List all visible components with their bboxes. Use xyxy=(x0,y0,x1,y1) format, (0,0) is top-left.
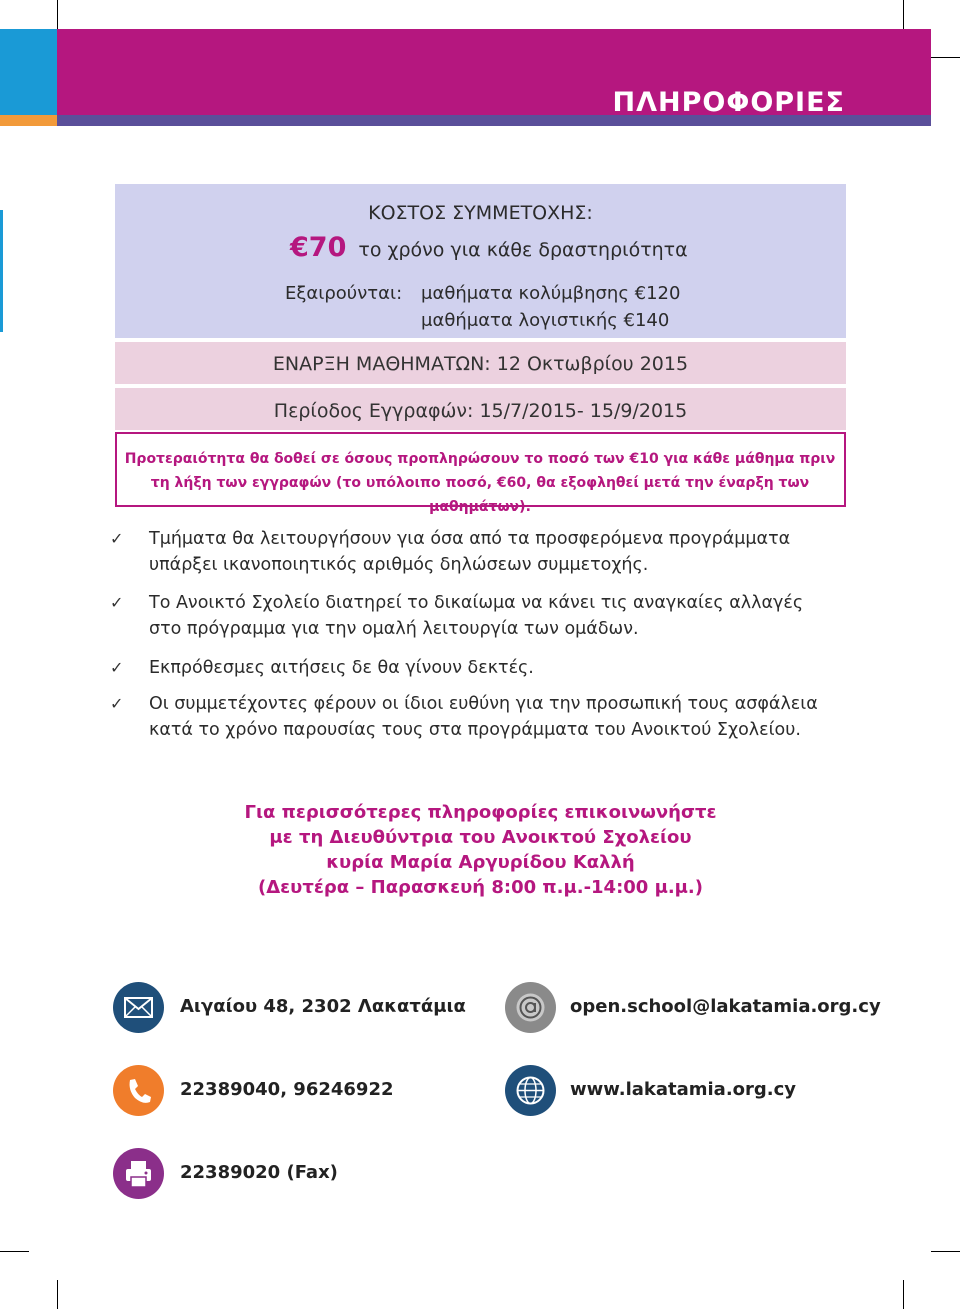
crop-mark xyxy=(931,1251,960,1252)
left-strip-blue xyxy=(0,29,57,115)
page-title: ΠΛΗΡΟΦΟΡΙΕΣ xyxy=(612,87,845,118)
left-strip-thin xyxy=(0,210,3,332)
check-icon: ✓ xyxy=(110,694,124,713)
note-text: Οι συμμετέχοντες φέρουν οι ίδιοι ευθύνη για την προσωπική τους ασφάλεια κατά το χρόνο παρουσίας τους στα προγράμματα του Ανοικτού Σχολείου. xyxy=(149,694,818,740)
exception-item: μαθήματα κολύμβησης €120 xyxy=(421,283,681,304)
contact-line: κυρία Μαρία Αργυρίδου Καλλή xyxy=(326,852,635,873)
note-text: Το Ανοικτό Σχολείο διατηρεί το δικαίωμα να κάνει τις αναγκαίες αλλαγές στο πρόγραμμα για την ομαλή λειτουργία των ομάδων. xyxy=(149,593,804,639)
note-text: Εκπρόθεσμες αιτήσεις δε θα γίνουν δεκτές. xyxy=(149,658,534,678)
crop-mark xyxy=(903,0,904,29)
exceptions-label: Εξαιρούνται: xyxy=(285,283,403,304)
email-link[interactable]: open.school@lakatamia.org.cy xyxy=(570,996,881,1017)
registration-period: Περίοδος Εγγραφών: 15/7/2015- 15/9/2015 xyxy=(273,400,688,422)
cost-heading: ΚΟΣΤΟΣ ΣΥΜΜΕΤΟΧΗΣ: xyxy=(368,202,593,224)
cost-line xyxy=(290,232,688,263)
contact-line: Για περισσότερες πληροφορίες επικοινωνήστε xyxy=(244,802,717,823)
at-sign-icon xyxy=(505,982,556,1033)
price: €70 xyxy=(290,232,347,263)
contact-line: (Δευτέρα – Παρασκευή 8:00 π.μ.-14:00 μ.μ.) xyxy=(258,877,703,898)
globe-icon xyxy=(505,1065,556,1116)
envelope-icon xyxy=(113,982,164,1033)
note-item xyxy=(110,655,830,681)
crop-mark xyxy=(903,1280,904,1309)
exception-item: μαθήματα λογιστικής €140 xyxy=(421,310,670,331)
note-text: Τμήματα θα λειτουργήσουν για όσα από τα προσφερόμενα προγράμματα υπάρξει ικανοποιητικός αριθμός δηλώσεων συμμετοχής. xyxy=(149,529,791,575)
check-icon: ✓ xyxy=(110,529,124,548)
phone-text: 22389040, 96246922 xyxy=(180,1079,394,1100)
price-text: το χρόνο για κάθε δραστηριότητα xyxy=(358,239,688,261)
priority-note: Προτεραιότητα θα δοθεί σε όσους προπληρώσουν το ποσό των €10 για κάθε μάθημα πριν τη λήξη των εγγραφών (το υπόλοιπο ποσό, €60, θα εξοφληθεί μετά την έναρξη των μαθημάτων). xyxy=(124,451,836,515)
note-item xyxy=(110,691,830,743)
crop-mark xyxy=(931,57,960,58)
contact-info xyxy=(115,800,846,900)
check-icon: ✓ xyxy=(110,593,124,612)
left-strip-orange xyxy=(0,115,57,126)
note-item xyxy=(110,526,830,578)
address-text: Αιγαίου 48, 2302 Λακατάμια xyxy=(180,996,466,1017)
check-icon: ✓ xyxy=(110,658,124,677)
start-date: ΕΝΑΡΞΗ ΜΑΘΗΜΑΤΩΝ: 12 Οκτωβρίου 2015 xyxy=(272,353,689,375)
crop-mark xyxy=(0,1251,29,1252)
note-item xyxy=(110,590,830,642)
printer-icon xyxy=(113,1148,164,1199)
crop-mark xyxy=(57,0,58,29)
fax-text: 22389020 (Fax) xyxy=(180,1162,338,1183)
phone-icon xyxy=(113,1065,164,1116)
crop-mark xyxy=(57,1280,58,1309)
contact-line: με τη Διευθύντρια του Ανοικτού Σχολείου xyxy=(269,827,692,848)
website-link[interactable]: www.lakatamia.org.cy xyxy=(570,1079,797,1100)
